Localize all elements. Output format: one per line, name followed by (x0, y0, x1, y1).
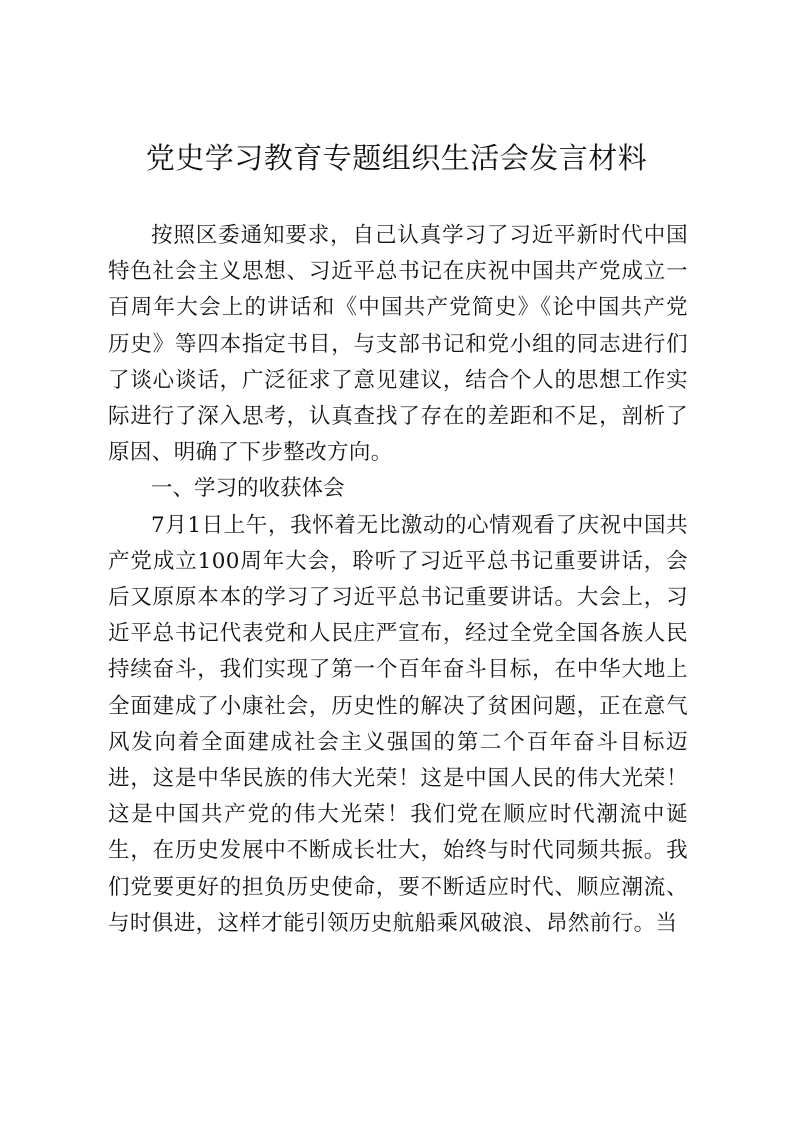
intro-paragraph: 按照区委通知要求，自己认真学习了习近平新时代中国特色社会主义思想、习近平总书记在庆祝中国共产党成立一百周年大会上的讲话和《中国共产党简史》《论中国共产党历史》等四本指定书目，与支部书记和党小组的同志进行们了谈心谈话，广泛征求了意见建议，结合个人的思想工作实际进行了深入思考，认真查找了存在的差距和不足，剖析了原因、明确了下步整改方向。 (108, 223, 688, 466)
section-paragraph: 7月1日上午，我怀着无比激动的心情观看了庆祝中国共产党成立100周年大会，聆听了习近平总书记重要讲话，会后又原原本本的学习了习近平总书记重要讲话。大会上，习近平总书记代表党和人民庄严宣布，经过全党全国各族人民持续奋斗，我们实现了第一个百年奋斗目标，在中华大地上全面建成了小康社会，历史性的解决了贫困问题，正在意气风发向着全面建成社会主义强国的第二个百年奋斗目标迈进，这是中华民族的伟大光荣！这是中国人民的伟大光荣！这是中国共产党的伟大光荣！我们党在顺应时代潮流中诞生，在历史发展中不断成长壮大，始终与时代同频共振。我们党要更好的担负历史使命，要不断适应时代、顺应潮流、与时俱进，这样才能引领历史航船乘风破浪、昂然前行。当 (108, 512, 688, 936)
document-body (108, 218, 688, 942)
document-title: 党史学习教育专题组织生活会发言材料 (145, 141, 648, 175)
section-heading: 一、学习的收获体会 (151, 476, 345, 502)
